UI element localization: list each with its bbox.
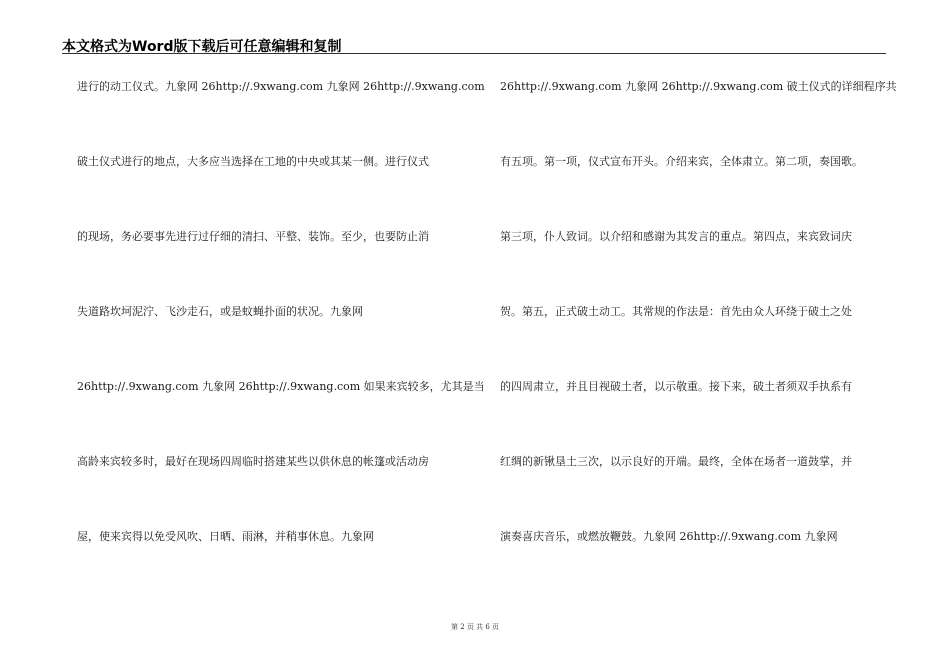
left-line-1: 进行的动工仪式。九象网 26http://.9xwang.com 九象网 26http://.9xwang.com (77, 80, 485, 93)
left-line-2: 破土仪式进行的地点，大多应当选择在工地的中央或其某一侧。进行仪式 (77, 155, 429, 168)
page-number-footer: 第 2 页 共 6 页 (450, 623, 500, 631)
right-line-1: 26http://.9xwang.com 九象网 26http://.9xwang.com 破土仪式的详细程序共 (500, 80, 897, 93)
left-line-6: 高龄来宾较多时，最好在现场四周临时搭建某些以供休息的帐篷或活动房 (77, 455, 429, 468)
left-line-3: 的现场，务必要事先进行过仔细的清扫、平整、装饰。至少，也要防止消 (77, 230, 429, 243)
right-line-5: 的四周肃立，并且目视破土者，以示敬重。接下来，破土者须双手执系有 (500, 380, 852, 393)
document-header-title: 本文格式为Word版下载后可任意编辑和复制 (62, 39, 342, 55)
right-line-2: 有五项。第一项，仪式宣布开头。介绍来宾，全体肃立。第二项，奏国歌。 (500, 155, 863, 168)
header-divider (62, 53, 886, 54)
right-line-4: 贺。第五，正式破土动工。其常规的作法是：首先由众人环绕于破土之处 (500, 305, 852, 318)
left-line-7: 屋，使来宾得以免受风吹、日晒、雨淋，并稍事休息。九象网 (77, 530, 374, 543)
left-line-5: 26http://.9xwang.com 九象网 26http://.9xwang.com 如果来宾较多，尤其是当 (77, 380, 485, 393)
right-line-6: 红绸的新锹垦土三次，以示良好的开端。最终，全体在场者一道鼓掌，并 (500, 455, 852, 468)
left-line-4: 失道路坎坷泥泞、飞沙走石，或是蚊蝇扑面的状况。九象网 (77, 305, 363, 318)
right-line-3: 第三项，仆人致词。以介绍和感谢为其发言的重点。第四点，来宾致词庆 (500, 230, 852, 243)
right-line-7: 演奏喜庆音乐，或燃放鞭鼓。九象网 26http://.9xwang.com 九象网 (500, 530, 838, 543)
